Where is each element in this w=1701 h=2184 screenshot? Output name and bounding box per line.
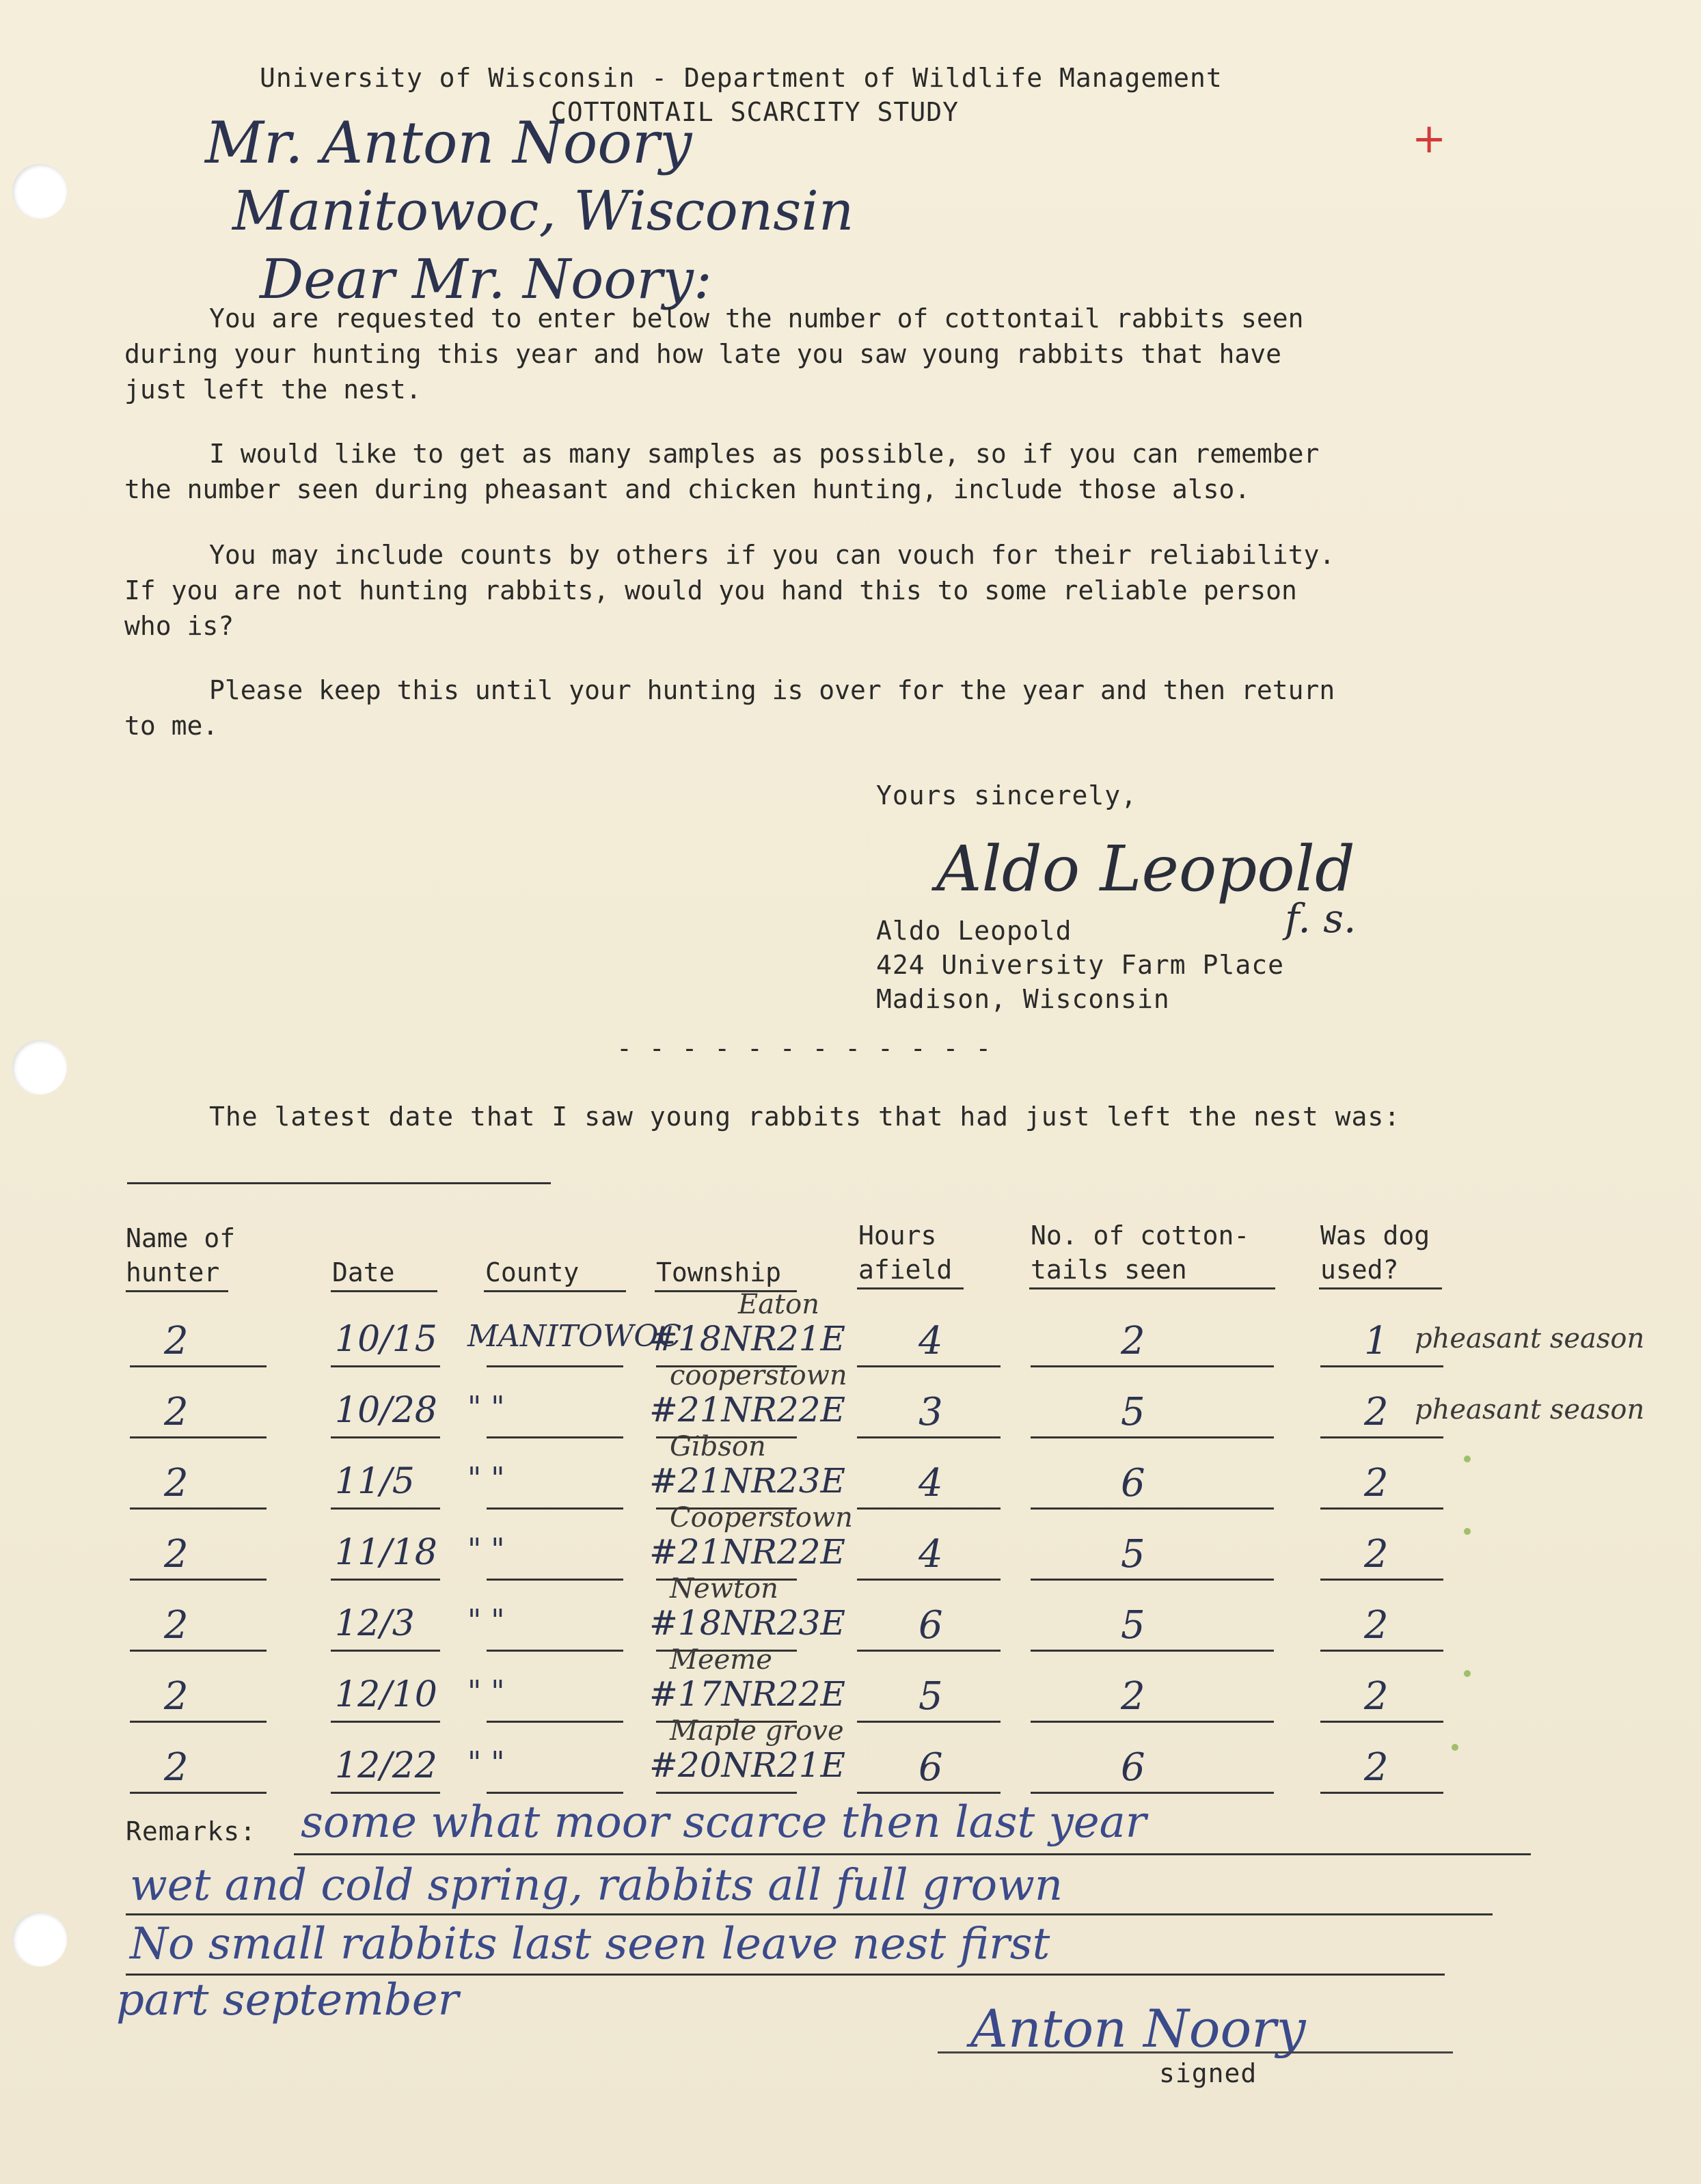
header-dog: used? <box>1320 1255 1399 1285</box>
signature-line <box>938 2051 1453 2053</box>
cell-township-name: Cooperstown <box>670 1502 853 1533</box>
row-underline <box>1031 1365 1274 1367</box>
row-underline <box>857 1650 1001 1652</box>
row-underline <box>1031 1507 1274 1510</box>
signed-label: signed <box>1159 2058 1257 2088</box>
closing-name: Aldo Leopold <box>876 916 1072 946</box>
row-underline <box>487 1365 623 1367</box>
cell-seen: 2 <box>1121 1674 1145 1719</box>
punch-hole <box>12 1912 67 1967</box>
handwritten-salutation: Dear Mr. Noory: <box>260 247 712 311</box>
cell-seen: 6 <box>1121 1461 1145 1505</box>
row-underline <box>130 1365 267 1367</box>
cell-name: 2 <box>164 1532 189 1576</box>
row-underline <box>1031 1436 1274 1438</box>
row-underline <box>1031 1792 1274 1794</box>
header-township: Township <box>656 1257 782 1287</box>
row-underline <box>857 1436 1001 1438</box>
cell-township: #20NR21E <box>649 1745 846 1785</box>
row-underline <box>1031 1721 1274 1723</box>
closing-address-1: 424 University Farm Place <box>876 950 1284 980</box>
body-line: I would like to get as many samples as possible, so if you can remember <box>209 439 1320 469</box>
cell-hours: 5 <box>918 1674 943 1719</box>
cell-hours: 4 <box>918 1461 943 1505</box>
cell-seen: 2 <box>1121 1319 1145 1363</box>
row-underline <box>130 1436 267 1438</box>
row-underline <box>130 1792 267 1794</box>
remarks-underline <box>294 1853 1531 1855</box>
row-underline <box>857 1579 1001 1581</box>
body-line: the number seen during pheasant and chicken hunting, include those also. <box>124 474 1251 504</box>
cell-county: MANITOWOC <box>467 1319 682 1354</box>
latest-date-prompt: The latest date that I saw young rabbits that had just left the nest was: <box>209 1102 1401 1132</box>
cell-hours: 6 <box>918 1745 943 1790</box>
cell-township: #18NR21E <box>649 1319 846 1359</box>
body-paragraph-4 <box>124 672 1491 743</box>
row-underline <box>656 1792 797 1794</box>
header-hours: afield <box>858 1255 953 1285</box>
separator-line: - - - - - - - - - - - - <box>616 1033 992 1063</box>
cell-dog: 2 <box>1364 1674 1389 1719</box>
row-underline <box>130 1721 267 1723</box>
row-underline <box>487 1650 623 1652</box>
header-line-1: University of Wisconsin - Department of Wildlife Management <box>260 63 1223 93</box>
closing-sincerely: Yours sincerely, <box>876 780 1138 810</box>
row-underline <box>1320 1721 1443 1723</box>
leopold-signature: Aldo Leopold <box>936 832 1355 905</box>
cell-note: pheasant season <box>1415 1394 1645 1425</box>
ink-spot <box>1452 1744 1458 1751</box>
cell-date: 12/10 <box>335 1674 437 1715</box>
cell-hours: 4 <box>918 1532 943 1576</box>
header-seen: tails seen <box>1031 1255 1187 1285</box>
cell-dog: 1 <box>1364 1319 1389 1363</box>
row-underline <box>487 1721 623 1723</box>
body-line: just left the nest. <box>124 374 422 405</box>
remarks-line: part september <box>116 1975 459 2025</box>
punch-hole <box>12 164 67 219</box>
handwritten-recipient-city: Manitowoc, Wisconsin <box>232 179 854 243</box>
header-underline <box>331 1290 437 1292</box>
body-line: to me. <box>124 711 219 741</box>
ink-spot <box>1464 1670 1471 1677</box>
cell-date: 11/5 <box>335 1461 415 1502</box>
header-county: County <box>485 1257 580 1287</box>
row-underline <box>857 1507 1001 1510</box>
remarks-underline <box>126 1913 1493 1915</box>
row-underline <box>331 1365 440 1367</box>
row-underline <box>331 1507 440 1510</box>
cell-county: " " <box>467 1390 505 1425</box>
row-underline <box>487 1792 623 1794</box>
cell-hours: 6 <box>918 1603 943 1648</box>
row-underline <box>487 1579 623 1581</box>
header-hours: Hours <box>858 1220 937 1251</box>
cell-dog: 2 <box>1364 1603 1389 1648</box>
cell-dog: 2 <box>1364 1461 1389 1505</box>
cell-township: #21NR22E <box>649 1390 846 1430</box>
row-underline <box>331 1579 440 1581</box>
header-date: Date <box>332 1257 395 1287</box>
cell-county: " " <box>467 1532 505 1567</box>
ink-spot <box>1464 1528 1471 1535</box>
remarks-line: No small rabbits last seen leave nest first <box>130 1919 1050 1969</box>
cell-county: " " <box>467 1745 505 1780</box>
cell-hours: 4 <box>918 1319 943 1363</box>
cell-date: 10/28 <box>335 1390 437 1431</box>
row-underline <box>857 1721 1001 1723</box>
row-underline <box>487 1507 623 1510</box>
cell-township: #21NR22E <box>649 1532 846 1572</box>
hunter-signature: Anton Noory <box>970 1998 1306 2059</box>
cell-township-name: Eaton <box>738 1289 819 1320</box>
body-line: You may include counts by others if you can vouch for their reliability. <box>209 540 1335 570</box>
cell-date: 12/3 <box>335 1603 415 1644</box>
red-check-mark: + <box>1412 115 1447 163</box>
cell-note: pheasant season <box>1415 1323 1645 1354</box>
cell-seen: 5 <box>1121 1532 1145 1576</box>
closing-address-2: Madison, Wisconsin <box>876 984 1170 1014</box>
header-underline <box>484 1290 626 1292</box>
row-underline <box>1320 1579 1443 1581</box>
cell-dog: 2 <box>1364 1390 1389 1434</box>
header-seen: No. of cotton- <box>1031 1220 1250 1251</box>
body-paragraph-3 <box>124 537 1491 644</box>
row-underline <box>1031 1579 1274 1581</box>
body-line: who is? <box>124 611 234 641</box>
cell-name: 2 <box>164 1603 189 1648</box>
row-underline <box>1320 1650 1443 1652</box>
header-title: COTTONTAIL SCARCITY STUDY <box>551 97 959 127</box>
cell-county: " " <box>467 1603 505 1638</box>
body-line: during your hunting this year and how late you saw young rabbits that have <box>124 339 1281 369</box>
cell-date: 12/22 <box>335 1745 437 1786</box>
row-underline <box>331 1792 440 1794</box>
row-underline <box>1320 1792 1443 1794</box>
ink-spot <box>1464 1456 1471 1462</box>
cell-name: 2 <box>164 1461 189 1505</box>
remarks-label: Remarks: <box>126 1816 257 1846</box>
cell-township-name: Maple grove <box>670 1715 844 1747</box>
cell-hours: 3 <box>918 1390 943 1434</box>
row-underline <box>331 1436 440 1438</box>
latest-date-blank <box>127 1182 551 1184</box>
cell-seen: 5 <box>1121 1603 1145 1648</box>
cell-township-name: Meeme <box>670 1644 772 1676</box>
cell-seen: 5 <box>1121 1390 1145 1434</box>
handwritten-recipient-name: Mr. Anton Noory <box>205 109 692 176</box>
body-line: You are requested to enter below the number of cottontail rabbits seen <box>209 303 1304 333</box>
row-underline <box>857 1792 1001 1794</box>
cell-county: " " <box>467 1674 505 1709</box>
row-underline <box>130 1579 267 1581</box>
row-underline <box>331 1650 440 1652</box>
cell-township-name: Newton <box>670 1573 778 1605</box>
cell-name: 2 <box>164 1319 189 1363</box>
header-name: hunter <box>126 1257 220 1287</box>
row-underline <box>1320 1365 1443 1367</box>
row-underline <box>1320 1507 1443 1510</box>
header-underline <box>857 1287 964 1289</box>
cell-name: 2 <box>164 1390 189 1434</box>
cell-township: #17NR22E <box>649 1674 846 1714</box>
header-dog: Was dog <box>1320 1220 1430 1251</box>
row-underline <box>1320 1436 1443 1438</box>
header-underline <box>1029 1287 1275 1289</box>
body-line: Please keep this until your hunting is over for the year and then return <box>209 675 1335 705</box>
cell-date: 11/18 <box>335 1532 437 1573</box>
cell-dog: 2 <box>1364 1532 1389 1576</box>
cell-township-name: Gibson <box>670 1431 766 1462</box>
body-paragraph-1 <box>124 301 1491 407</box>
cell-date: 10/15 <box>335 1319 437 1360</box>
remarks-line: wet and cold spring, rabbits all full grown <box>130 1860 1063 1911</box>
cell-seen: 6 <box>1121 1745 1145 1790</box>
cell-township: #21NR23E <box>649 1461 846 1501</box>
remarks-line: some what moor scarce then last year <box>301 1797 1147 1848</box>
cell-name: 2 <box>164 1745 189 1790</box>
row-underline <box>1031 1650 1274 1652</box>
row-underline <box>130 1650 267 1652</box>
cell-name: 2 <box>164 1674 189 1719</box>
header-name: Name of <box>126 1223 236 1253</box>
cell-township-name: cooperstown <box>670 1360 847 1391</box>
body-line: If you are not hunting rabbits, would you hand this to some reliable person <box>124 575 1297 605</box>
punch-hole <box>12 1040 67 1095</box>
signature-initials: f. s. <box>1285 895 1357 942</box>
row-underline <box>331 1721 440 1723</box>
row-underline <box>130 1507 267 1510</box>
header-underline <box>1319 1287 1442 1289</box>
header-underline <box>126 1290 228 1292</box>
cell-county: " " <box>467 1461 505 1496</box>
row-underline <box>487 1436 623 1438</box>
row-underline <box>857 1365 1001 1367</box>
cell-township: #18NR23E <box>649 1603 846 1643</box>
cell-dog: 2 <box>1364 1745 1389 1790</box>
body-paragraph-2 <box>124 436 1491 507</box>
